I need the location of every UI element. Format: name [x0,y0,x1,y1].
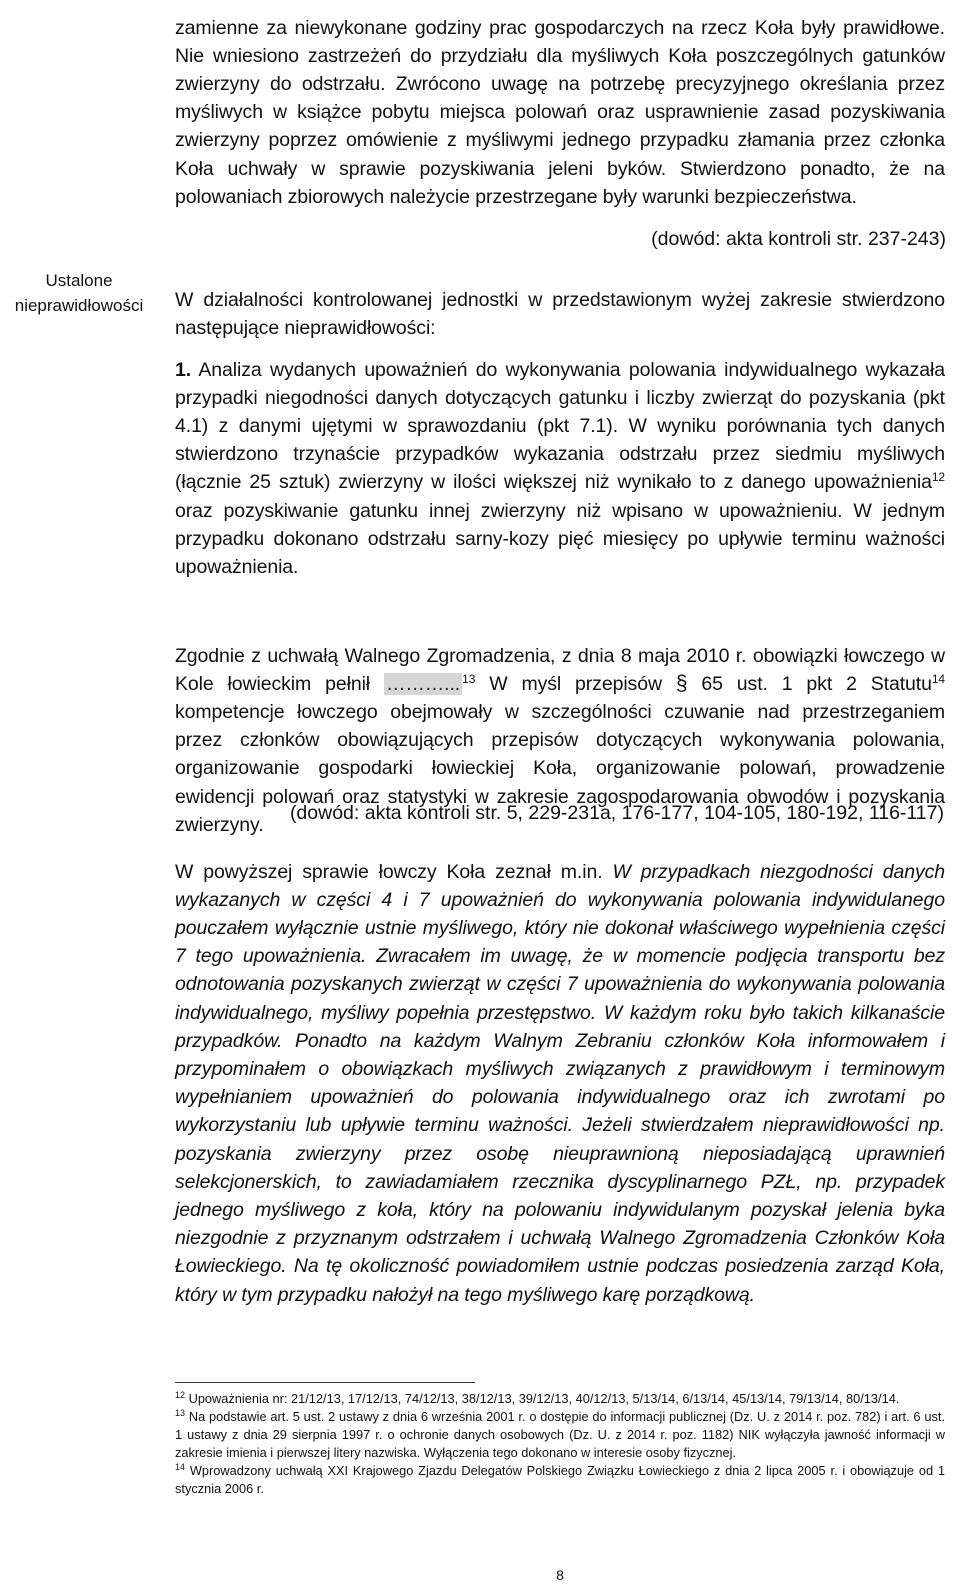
finding-intro: W działalności kontrolowanej jednostki w przedstawionym wyżej zakresie stwierdzono następujące nieprawidłowości: [175,288,945,339]
testimony-quote: W przypadkach niezgodności danych wykazanych w części 4 i 7 upoważnień do wykonywania polowania indywidulanego pouczałem wyłącznie ustnie myśliwego, który nie dokonał właściwego wypełnienia części 7 tego upoważnienia. Zwracałem im uwagę, że w momencie podjęcia transportu bez odnotowania pozyskanych zwierząt w części 7 upoważnienia do wykonywania polowania indywidualnego, myśliwy popełnia przestępstwo. W każdym roku było takich kilkanaście przypadków. Ponadto na każdym Walnym Zebraniu członków Koła informowałem i przypominałem o obowiązkach myśliwych związanych z prawidłowym i terminowym wypełnianiem upoważnień do polowania indywidualnego oraz ich zwrotami po wykorzystaniu lub upływie terminu ważności. Jeżeli stwierdzałem nieprawidłowości np. pozyskania zwierzyny przez osobę nieuprawnioną nieposiadającą uprawnień selekcjonerskich, to zawiadamiałem rzecznika dyscyplinarnego PZŁ, np. przypadek jednego myśliwego z koła, który na polowaniu indywidulanym pozyskał jelenia byka niezgodnie z przyznanym odstrzałem i uchwałą Walnego Zgromadzenia Członków Koła Łowieckiego. Na tę okoliczność powiadomiłem ustnie podczas posiedzenia zarząd Koła, który w tym przypadku nałożył na tego myśliwego karę porządkową. [175,860,945,1306]
footnote-number: 13 [175,1408,186,1418]
section-sign: § [675,671,688,695]
footnote-14 [175,1462,945,1498]
statute-text-a: Zgodnie z uchwałą Walnego Zgromadzenia, z dnia 8 maja 2010 r. obowiązki łowczego w Kole łowieckim pełnił [175,644,945,695]
page-number: 8 [556,1567,564,1583]
footnote-ref-14[interactable]: 14 [931,671,945,686]
redacted-name: ………... [385,672,461,695]
footnote-text: Wprowadzony uchwałą XXI Krajowego Zjazdu Delegatów Polskiego Związku Łowieckiego z dnia 2 lipca 2005 r. i obowiązuje od 1 stycznia 2006 r. [175,1463,945,1496]
evidence-note-2: (dowód: akta kontroli str. 5, 229-231a, 176-177, 104-105, 180-192, 116-117) [289,802,944,824]
footnote-ref-13[interactable]: 13 [462,671,476,686]
footnote-text: Upoważnienia nr: 21/12/13, 17/12/13, 74/12/13, 38/12/13, 39/12/13, 40/12/13, 5/13/14, 6/13/14, 45/13/14, 79/13/14, 80/13/14. [185,1391,900,1406]
footnote-number: 14 [175,1462,186,1472]
statute-text-c: 65 ust. 1 pkt 2 Statutu [687,672,932,695]
item1-text-b: oraz pozyskiwanie gatunku innej zwierzyny niż wpisano w upoważnieniu. W jednym przypadku dokonano odstrzału sarny-kozy pięć miesięcy po upływie terminu ważności upoważnienia. [175,499,945,578]
sidebar-label-line1: Ustalone [45,271,113,290]
sidebar-section-label [0,268,158,318]
evidence-note-1: (dowód: akta kontroli str. 237-243) [651,228,946,250]
item-number: 1. [175,358,192,381]
footnote-12 [175,1390,945,1408]
statute-text-b: W myśl przepisów [475,672,676,695]
top-paragraph: zamienne za niewykonane godziny prac gospodarczych na rzecz Koła były prawidłowe. Nie wniesiono zastrzeżeń do przydziału dla myśliwych Koła poszczególnych gatunków zwierzyny do odstrzału. Zwrócono uwagę na potrzebę precyzyjnego określania przez myśliwych w książce pobytu miejsca polowań oraz usprawnienie zasad pozyskiwania zwierzyny poprzez omówienie z myśliwymi jednego przypadku złamania przez członka Koła uchwały w sprawie pozyskiwania jeleni byków. Stwierdzono ponadto, że na polowaniach zbiorowych należycie przestrzegane były warunki bezpieczeństwa. [175,16,945,208]
footnote-13 [175,1408,945,1462]
statute-text-d: kompetencje łowczego obejmowały w szczególności czuwanie nad przestrzeganiem przez członków obowiązujących przepisów dotyczących wykonywania polowania, organizowanie gospodarki łowieckiej Koła, organizowanie polowań, prowadzenie ewidencji polowań oraz statystyki w zakresie zagospodarowania obwodów i pozyskania zwierzyny. [175,700,945,836]
footnote-divider [175,1382,475,1383]
sidebar-label-line2: nieprawidłowości [14,296,144,315]
footnote-ref-12[interactable]: 12 [931,470,945,485]
testimony-intro: W powyższej sprawie łowczy Koła zeznał m.in. [175,860,613,883]
footnotes [175,1390,945,1498]
footnote-text: Na podstawie art. 5 ust. 2 ustawy z dnia 6 września 2001 r. o dostępie do informacji publicznej (Dz. U. z 2014 r. poz. 782) i art. 6 ust. 1 ustawy z dnia 29 sierpnia 1997 r. o ochronie danych osobowych (Dz. U. z 2014 r. poz. 1182) NIK wyłączyła jawność informacji w zakresie imienia i pierwszej litery nazwiska. Wyłączenia tego dokonano w interesie osoby fizycznej. [175,1409,945,1460]
item1-text-a: Analiza wydanych upoważnień do wykonywania polowania indywidualnego wykazała przypadki niegodności danych dotyczących gatunku i liczby zwierząt do pozyskania (pkt 4.1) z danymi ujętymi w sprawozdaniu (pkt 7.1). W wyniku porównania tych danych stwierdzono trzynaście przypadków wykazania odstrzału przez siedmiu myśliwych (łącznie 25 sztuk) zwierzyny w ilości większej niż wynikało to z danego upoważnienia [175,358,945,494]
footnote-number: 12 [175,1390,186,1400]
testimony-paragraph [175,858,945,1309]
finding-item-1 [175,356,945,582]
